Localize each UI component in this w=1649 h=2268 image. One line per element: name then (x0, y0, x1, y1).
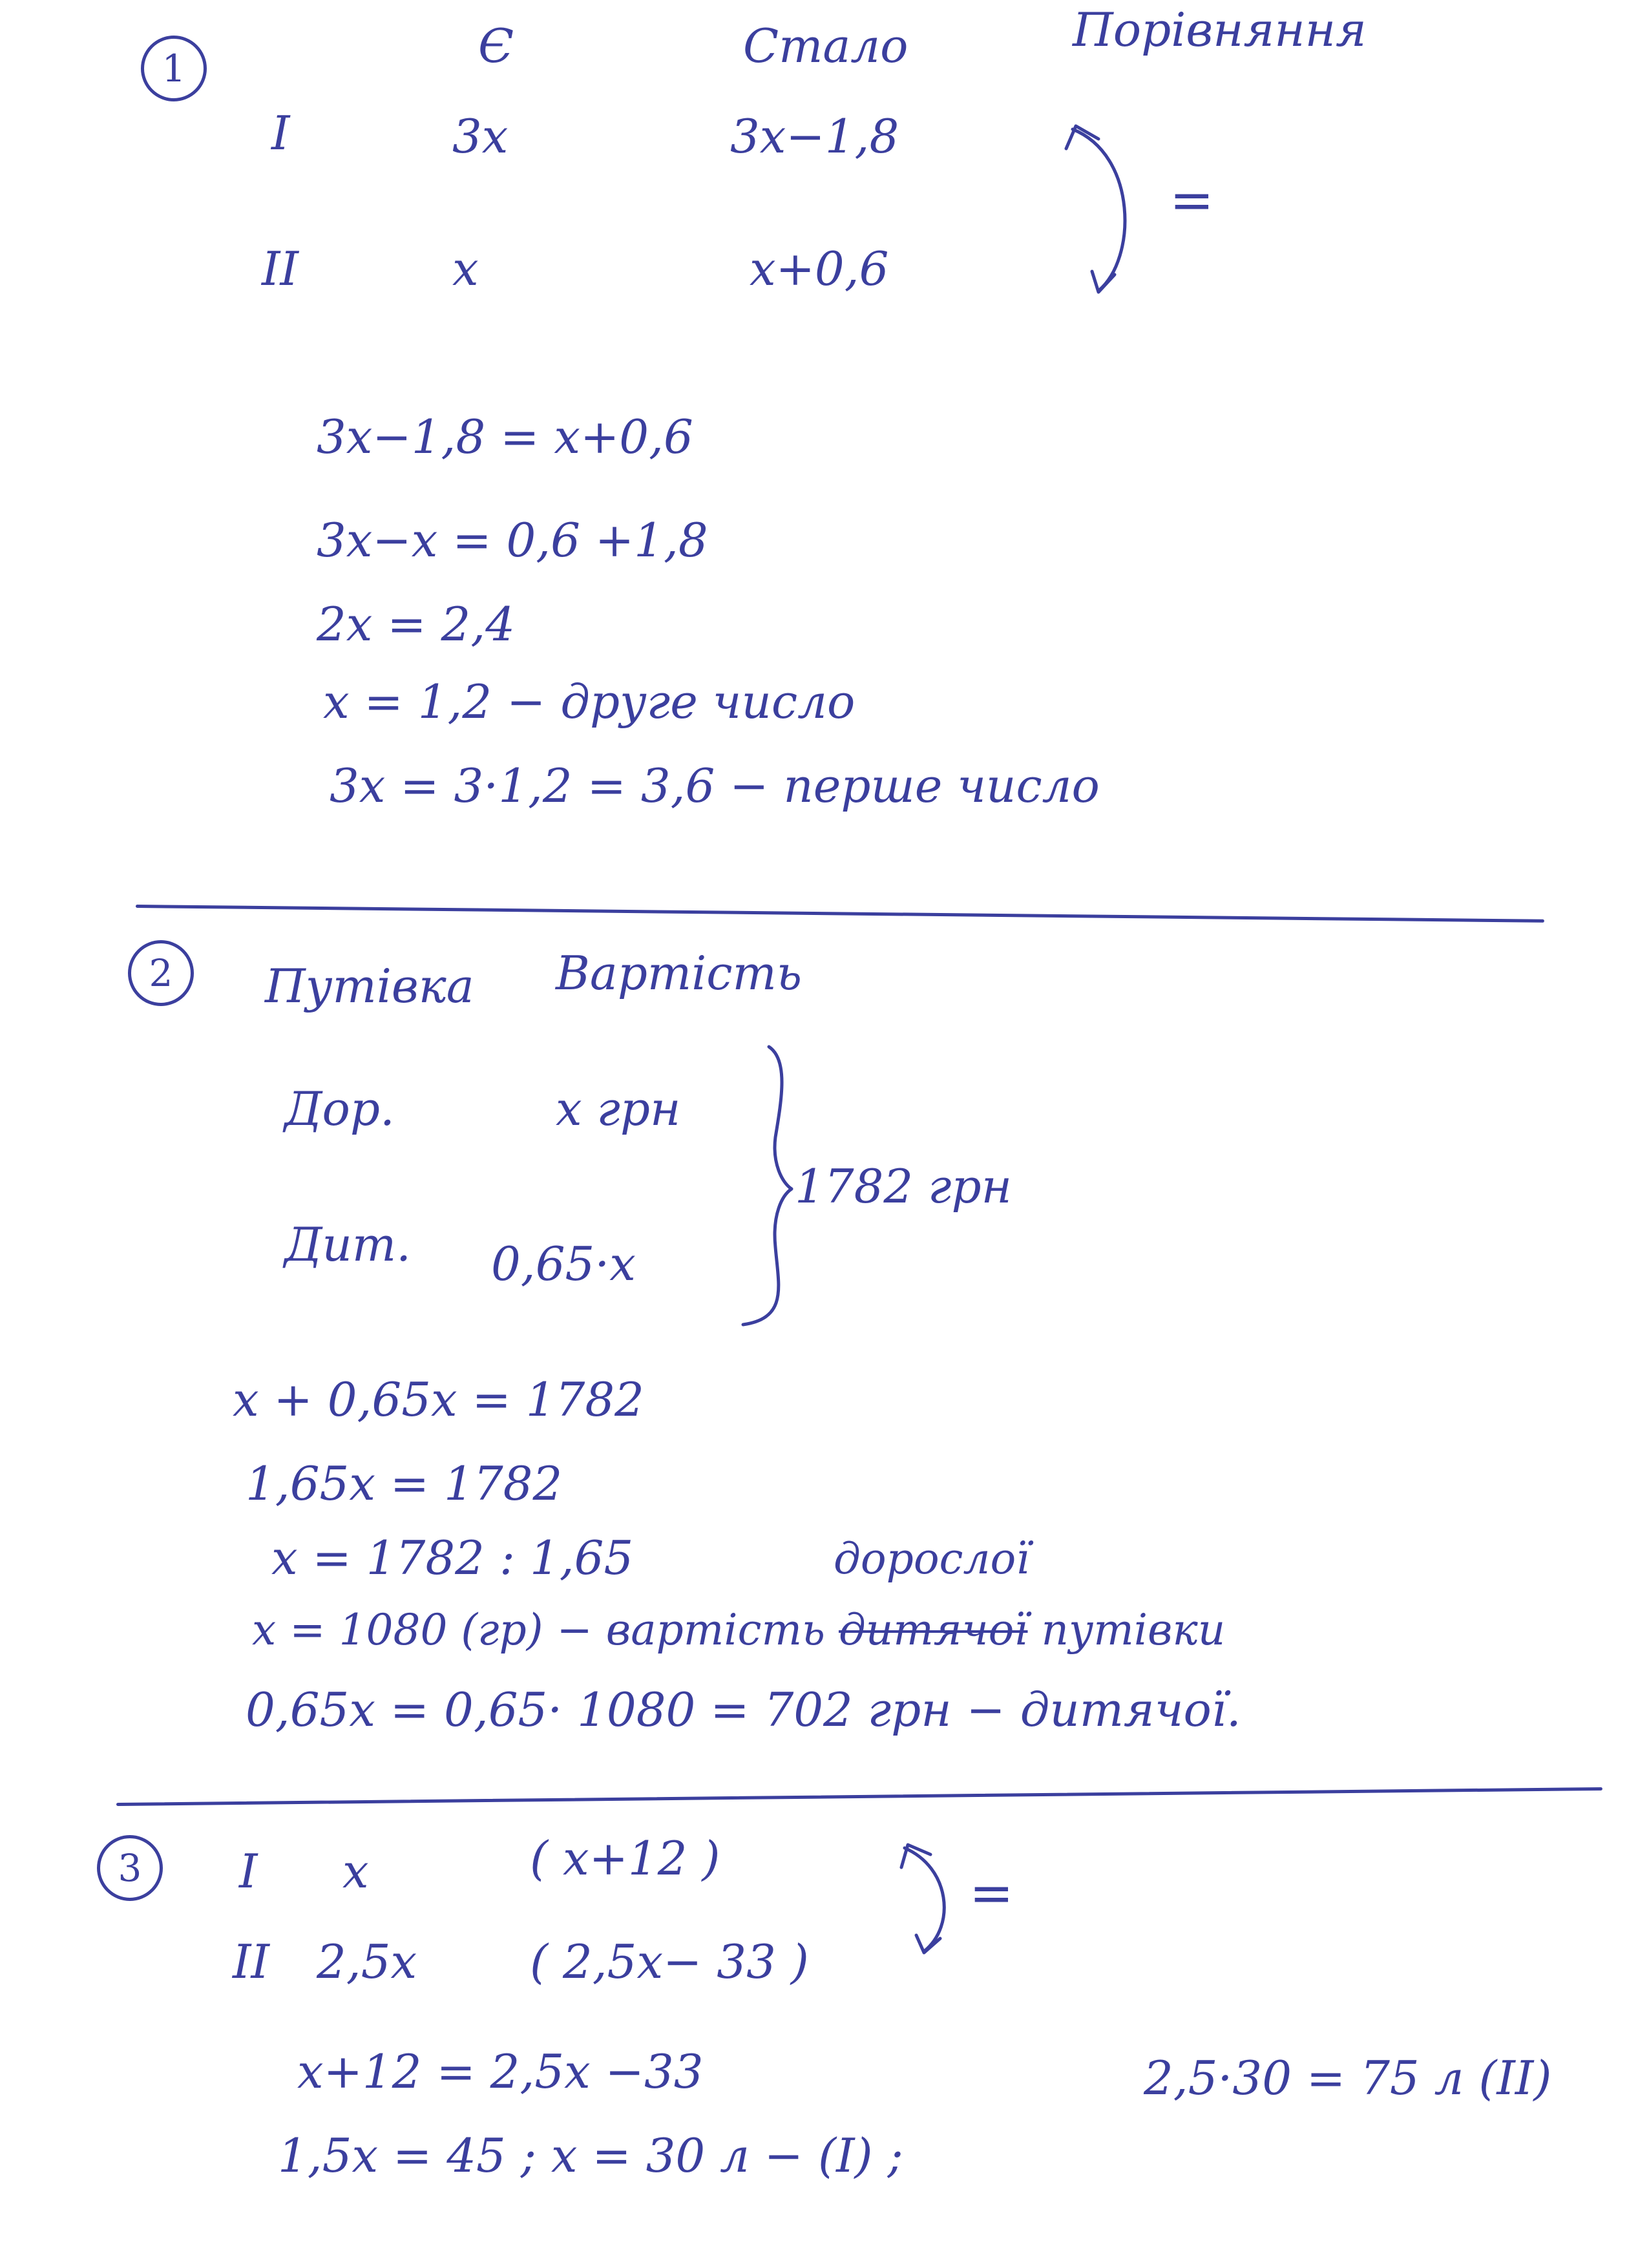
header-voucher: Путівка (265, 959, 474, 1013)
p2-row-2-label: Дит. (284, 1217, 412, 1272)
p2-row-1-cost: x грн (556, 1082, 681, 1136)
p2-solution-1: x + 0,65x = 1782 (233, 1372, 644, 1427)
p2-answer-struck: дитячої (838, 1605, 1028, 1655)
p1-solution-1: 3x−1,8 = x+0,6 (317, 410, 693, 464)
p2-row-2-cost: 0,65·x (491, 1237, 636, 1291)
header-became: Стало (743, 19, 909, 73)
p1-solution-5: 3x = 3·1,2 = 3,6 − перше число (330, 759, 1100, 813)
row-2-was: x (452, 242, 479, 296)
p2-solution-3: x = 1782 : 1,65 (271, 1531, 634, 1585)
p3-row-1-became: ( x+12 ) (530, 1831, 720, 1885)
p3-row-2-became: ( 2,5x− 33 ) (530, 1935, 809, 1989)
row-1-was: 3x (452, 109, 509, 163)
row-2-label: II (262, 242, 299, 296)
compare-sign-3: = (969, 1863, 1014, 1924)
p2-answer-suffix: путівки (1041, 1605, 1226, 1655)
row-1-label: I (271, 106, 290, 160)
compare-arrow-3 (905, 1848, 944, 1951)
compare-sign-1: = (1170, 170, 1214, 231)
problem-2-number: 2 (128, 940, 194, 1006)
p2-last-line: 0,65x = 0,65· 1080 = 702 грн − дитячої. (246, 1683, 1241, 1737)
p2-insert-word: дорослої (834, 1534, 1030, 1584)
p2-total: 1782 грн (795, 1159, 1013, 1213)
problem-3-number: 3 (97, 1835, 163, 1901)
row-1-became: 3x−1,8 (730, 109, 899, 163)
p2-answer-line (252, 1605, 1226, 1655)
p1-solution-2: 3x−x = 0,6 +1,8 (317, 513, 708, 567)
header-compare: Порівняння (1073, 3, 1367, 57)
p3-row-1-label: I (239, 1844, 258, 1898)
p3-solution-2: 1,5x = 45 ; x = 30 л − (I) ; (278, 2128, 903, 2183)
compare-arrow-1-head-top (1066, 126, 1098, 149)
header-cost: Вартість (556, 946, 803, 1000)
p3-side-note: 2,5·30 = 75 л (II) (1144, 2051, 1552, 2105)
p2-answer-prefix: x = 1080 (гр) − вартість (252, 1605, 825, 1655)
compare-arrow-1 (1073, 129, 1125, 291)
p3-solution-1: x+12 = 2,5x −33 (297, 2044, 704, 2099)
total-brace (743, 1047, 792, 1325)
p3-row-2-was: 2,5x (317, 1935, 417, 1989)
header-was: Є (478, 19, 514, 73)
p1-solution-4: x = 1,2 − друге число (323, 675, 856, 729)
row-2-became: x+0,6 (750, 242, 889, 296)
p2-solution-2: 1,65x = 1782 (246, 1456, 563, 1511)
p3-row-1-was: x (342, 1844, 369, 1898)
p2-row-1-label: Дор. (284, 1082, 395, 1136)
problem-1-number: 1 (141, 36, 207, 101)
p3-row-2-label: II (233, 1935, 269, 1989)
p1-solution-3: 2x = 2,4 (317, 597, 516, 651)
